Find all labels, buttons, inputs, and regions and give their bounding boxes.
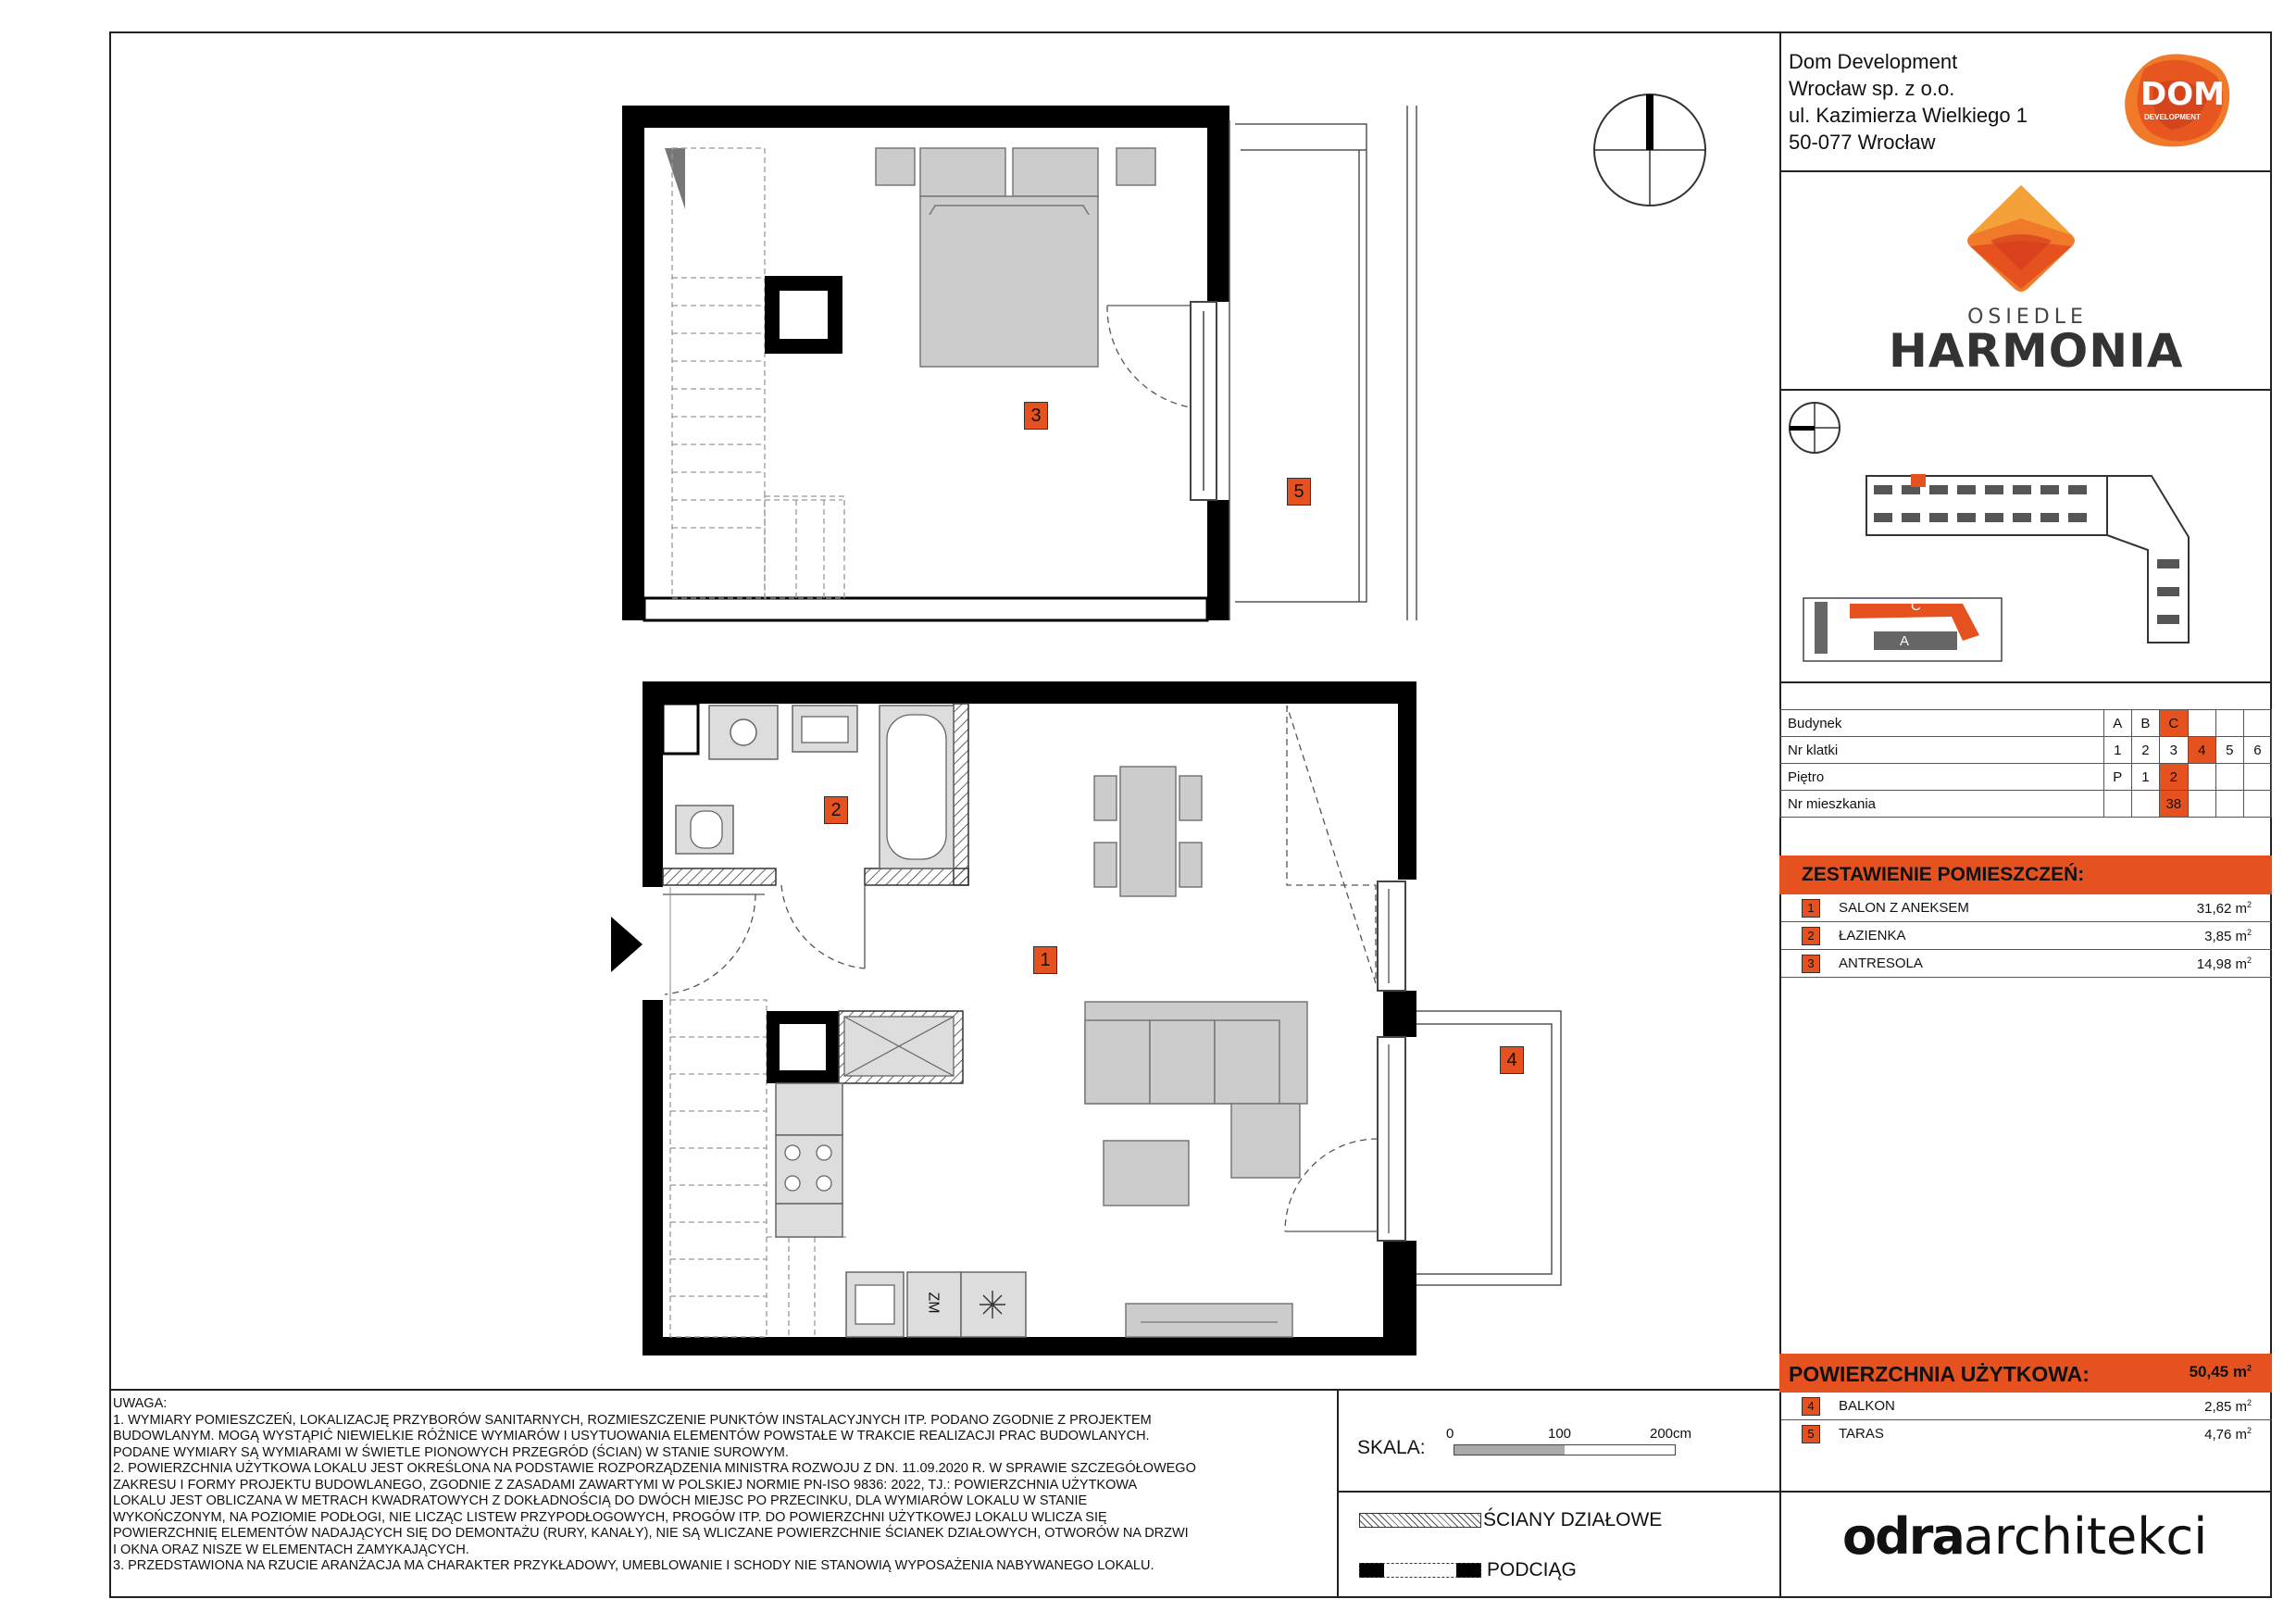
room-area [2204, 928, 2252, 944]
company-name: Dom Development [1789, 50, 1958, 73]
extra-name: BALKON [1839, 1398, 1895, 1414]
cell: A [2103, 710, 2131, 737]
room-number: 2 [1802, 927, 1820, 945]
room-number: 3 [1802, 955, 1820, 973]
label-nr-klatki: Nr klatki [1780, 737, 2104, 764]
legend-beam-label: PODCIĄG [1487, 1559, 1577, 1580]
cell [2103, 791, 2131, 818]
room-name: ANTRESOLA [1839, 956, 1923, 971]
extra-name: TARAS [1839, 1426, 1884, 1442]
unit-sup: 2 [2246, 1398, 2252, 1407]
rooms-header [1779, 856, 2272, 894]
extra-row [1781, 1393, 2272, 1420]
rooms-header-text: ZESTAWIENIE POMIESZCZEŃ: [1802, 864, 2085, 885]
note-line: I OKNA ORAZ NISZE W ELEMENTACH ZAMYKAJĄCYCH. [113, 1542, 469, 1557]
note-line: 2. POWIERZCHNIA UŻYTKOWA LOKALU JEST OKREŚLONA NA PODSTAWIE ROZPORZĄDZENIA MINISTRA ROZWOJU Z DN. 11.09.2020 R. W SPRAWIE SZCZEGÓŁOWEGO [113, 1461, 1196, 1476]
room-row [1781, 922, 2272, 950]
room-area [2197, 956, 2252, 972]
extra-row [1781, 1420, 2272, 1447]
note-line: LOKALU JEST OBLICZANA W METRACH KWADRATOWYCH Z DOKŁADNOŚCIĄ DO DWÓCH MIEJSC PO PRZECINKU, DLA WYMIARÓW LOKALU W STANIE [113, 1493, 1088, 1508]
unit-sup: 2 [2246, 956, 2252, 965]
cell [2188, 791, 2215, 818]
cell [2215, 791, 2243, 818]
notes [113, 1396, 1316, 1575]
note-line: WYKOŃCZONYM, NA POZIOMIE PODŁOGI, NIE LICZĄC LISTEW PRZYPODŁOGOWYCH, PROGÓW ITP. DO POWIERZCHNI UŻYTKOWEJ LOKALU WLICZA SIĘ [113, 1509, 1107, 1525]
cell-selected: 2 [2159, 764, 2188, 791]
usable-area-label: POWIERZCHNIA UŻYTKOWA: [1789, 1362, 2090, 1386]
room-row [1781, 894, 2272, 922]
cell [2243, 791, 2271, 818]
sidebar-row-divider-3 [1779, 681, 2272, 683]
company-street: ul. Kazimierza Wielkiego 1 [1789, 104, 2028, 127]
dom-logo [2116, 48, 2237, 152]
architect-logo-light: architekci [1963, 1507, 2208, 1566]
legend-walls-label: ŚCIANY DZIAŁOWE [1483, 1509, 1663, 1530]
extra-area-value: 2,85 m [2204, 1399, 2247, 1415]
note-line: BUDOWLANYM. MOGĄ WYSTĄPIĆ NIEWIELKIE RÓŻNICE WYMIARÓW I USYTUOWANIA ELEMENTÓW POWSTAŁE W TRAKCIE REALIZACJI PRAC BUDOWLANYCH. [113, 1429, 1150, 1443]
note-line: 3. PRZEDSTAWIONA NA RZUCIE ARANŻACJA MA CHARAKTER PRZYKŁADOWY, UMEBLOWANIE I SCHODY NIE STANOWIĄ WYPOSAŻENIA NABYWANEGO LOKALU. [113, 1558, 1154, 1573]
cell-selected: C [2159, 710, 2188, 737]
sidebar-row-divider-4 [1779, 1491, 2272, 1493]
cell [2188, 764, 2215, 791]
room-name: ŁAZIENKA [1839, 928, 1906, 943]
lower-level [611, 681, 1561, 1355]
site-map [1781, 393, 2272, 680]
scale-bar [1454, 1444, 1676, 1455]
unit-sup: 2 [2246, 1426, 2252, 1435]
cell: 6 [2243, 737, 2271, 764]
cell [2215, 710, 2243, 737]
row-nr-mieszkania [1780, 791, 2272, 818]
note-line: 1. WYMIARY POMIESZCZEŃ, LOKALIZACJĘ PRZYBORÓW SANITARNYCH, ROZMIESZCZENIE PUNKTÓW INSTALACYJNYCH ITP. PODANO ZGODNIE Z PROJEKTEM [113, 1412, 1152, 1428]
architect-logo-bold: odra [1842, 1507, 1964, 1566]
room-name: SALON Z ANEKSEM [1839, 900, 1969, 916]
cell: P [2103, 764, 2131, 791]
room-row [1781, 950, 2272, 978]
site-label-a: A [1900, 633, 1910, 649]
extra-area [2204, 1398, 2252, 1415]
sidebar-row-divider-1 [1779, 170, 2272, 172]
cell [2131, 791, 2159, 818]
harmonia-logo-icon [1963, 181, 2079, 296]
unit-sup: 2 [2246, 1363, 2252, 1373]
wall-swatch [1359, 1513, 1481, 1528]
scale-tick-200: 200cm [1650, 1426, 1692, 1442]
room-area-value: 14,98 m [2196, 956, 2247, 972]
room-label-1: 1 [1033, 946, 1057, 974]
cell: 1 [2131, 764, 2159, 791]
row-budynek [1780, 710, 2272, 737]
project-name-small: OSIEDLE [1967, 306, 2088, 329]
cell: 5 [2215, 737, 2243, 764]
note-line: ZAKRESU I FORMY PROJEKTU BUDOWLANEGO, ZGODNIE Z ZASADAMI ZAWARTYMI W POLSKIEJ NORMIE PN-ISO 9836: 2022, TJ.: POWIERZCHNIA UŻYTKOWA [113, 1477, 1138, 1493]
dom-logo-text: DOM [2140, 76, 2225, 113]
usable-area-header [1779, 1354, 2272, 1393]
cell [2188, 710, 2215, 737]
legend-row-divider [1337, 1491, 1781, 1493]
extra-area [2204, 1426, 2252, 1443]
label-pietro: Piętro [1780, 764, 2104, 791]
scale-tick-0: 0 [1446, 1426, 1454, 1442]
notes-title: UWAGA: [113, 1396, 168, 1411]
extra-number: 4 [1802, 1397, 1820, 1416]
note-line: POWIERZCHNIĘ ELEMENTÓW NADAJĄCYCH SIĘ DO DEMONTAŻU (RURY, KANAŁY), NIE SĄ WLICZANE POWIERZCHNIE ŚCIANEK DZIAŁOWYCH, OTWORÓW NA DRZWI [113, 1526, 1189, 1541]
compass [1594, 94, 1705, 206]
architect-logo [1842, 1507, 2207, 1566]
fridge-label: ZM [925, 1292, 942, 1314]
cell: 2 [2131, 737, 2159, 764]
company-entity: Wrocław sp. z o.o. [1789, 77, 1955, 100]
usable-area-value-wrap [2190, 1363, 2252, 1381]
cell: B [2131, 710, 2159, 737]
room-label-3: 3 [1024, 402, 1048, 430]
note-line: PODANE WYMIARY SĄ WYMIARAMI W ŚWIETLE PIONOWYCH PRZEGRÓD (ŚCIAN) W STANIE SUROWYM. [113, 1444, 789, 1460]
room-area-value: 31,62 m [2196, 901, 2247, 917]
room-area [2197, 900, 2252, 917]
room-label-2: 2 [824, 796, 848, 824]
project-name-large: HARMONIA [1889, 324, 2184, 378]
unit-sup: 2 [2246, 900, 2252, 909]
unit-sup: 2 [2246, 928, 2252, 937]
extra-area-value: 4,76 m [2204, 1427, 2247, 1443]
scale-tick-100: 100 [1548, 1426, 1572, 1442]
extra-number: 5 [1802, 1425, 1820, 1443]
upper-level [622, 106, 1416, 620]
cell [2243, 764, 2271, 791]
cell: 3 [2159, 737, 2188, 764]
dom-logo-subtext: DEVELOPMENT [2144, 113, 2201, 121]
label-budynek: Budynek [1780, 710, 2104, 737]
row-nr-klatki [1780, 737, 2272, 764]
notes-divider [109, 1389, 1781, 1391]
usable-area-value: 50,45 m [2189, 1363, 2247, 1380]
legend-divider [1337, 1389, 1339, 1598]
cell-selected: 38 [2159, 791, 2188, 818]
cell-selected: 4 [2188, 737, 2215, 764]
scale-label: SKALA: [1357, 1437, 1426, 1458]
room-number: 1 [1802, 899, 1820, 918]
room-area-value: 3,85 m [2204, 929, 2247, 944]
company-city: 50-077 Wrocław [1789, 131, 1936, 154]
building-info-table [1779, 709, 2272, 818]
sidebar-row-divider-2 [1779, 389, 2272, 391]
cell [2215, 764, 2243, 791]
cell [2243, 710, 2271, 737]
row-pietro [1780, 764, 2272, 791]
company-address [1789, 48, 2028, 156]
room-label-5: 5 [1287, 478, 1311, 506]
beam-swatch [1359, 1563, 1481, 1578]
label-nr-mieszkania: Nr mieszkania [1780, 791, 2104, 818]
site-label-b: B [1833, 617, 1843, 632]
room-label-4: 4 [1500, 1046, 1524, 1074]
cell: 1 [2103, 737, 2131, 764]
site-label-c: C [1911, 598, 1921, 614]
